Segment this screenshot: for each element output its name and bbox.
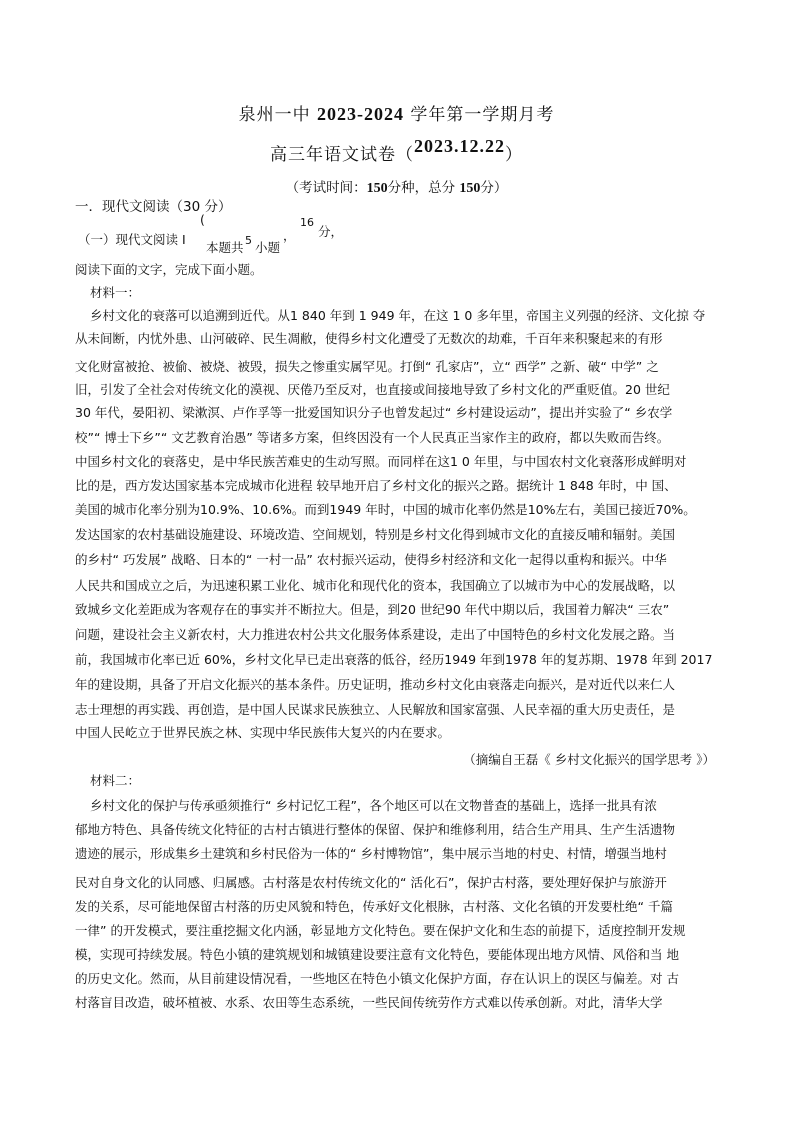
material2-line: 民对自身文化的认同感、归属感。古村落是农村传统文化的“ 活化石”，保护古村落，要处理好保护与旅游开	[75, 875, 667, 890]
section-heading: 一．现代文阅读（30 分）	[75, 199, 232, 215]
material1-line: 的乡村“ 巧发展” 战略、日本的“ 一村一品” 农村振兴运动，使得乡村经济和文化一起得以重构和振兴。中华	[75, 552, 667, 567]
material1-line: 30 年代，晏阳初、梁漱溟、卢作孚等一批爱国知识分子也曾发起过“ 乡村建设运动”，提出并实验了“ 乡农学	[75, 405, 673, 420]
subsection-heading	[78, 212, 378, 255]
school-years: 2023-2024	[317, 104, 404, 124]
material1-line: 年的建设期，具备了开启文化振兴的基本条件。历史证明，推动乡村文化由衰落走向振兴，是对近代以来仁人	[75, 677, 676, 692]
material1-line: 旧，引发了全社会对传统文化的漠视、厌倦乃至反对，也直接或间接地导致了乡村文化的严重贬值。20 世纪	[75, 382, 670, 397]
material1-line: 校”“ 博士下乡”“ 文艺教育治愚” 等诸多方案，但终因没有一个人民真正当家作主的政府，都以失败而告终。	[75, 430, 670, 445]
material2-line: 一律” 的开发模式，要注重挖掘文化内涵，彰显地方文化特色。要在保护文化和生态的前提下，适度控制开发规	[75, 923, 686, 938]
subsection-label: （一）现代文阅读 I	[78, 232, 186, 247]
material1-line: 致城乡文化差距成为客观存在的事实并不断拉大。但是，到20 世纪90 年代中期以后，我国着力解决“ 三农”	[75, 602, 670, 617]
material1-line: 问题，建设社会主义新农村，大力推进农村公共文化服务体系建设，走出了中国特色的乡村文化发展之路。当	[75, 627, 676, 642]
material1-line: 中国乡村文化的衰落史，是中华民族苦难史的生动写照。而同样在这1 0 年里，与中国农村文化衰落形成鲜明对	[75, 454, 687, 469]
question-count-unit: 小题	[255, 240, 281, 255]
school-name: 泉州一中	[238, 105, 311, 125]
material1-label: 材料一：	[90, 285, 141, 300]
exam-subtitle	[0, 136, 793, 165]
material2-line: 郁地方特色、具备传统文化特征的古村古镇进行整体的保留、保护和维修利用，结合生产用具、生产生活遗物	[75, 822, 676, 837]
material1-line: 比的是，西方发达国家基本完成城市化进程 较早地开启了乡村文化的振兴之路。据统计 1 848 年时，中 国、	[75, 478, 677, 493]
material2-line: 模，实现可持续发展。特色小镇的建筑规划和城镇建设要注意有文化特色，要能体现出地方风情、风俗和当 地	[75, 947, 679, 962]
material2-line: 发的关系，尽可能地保留古村落的历史风貌和特色，传承好文化根脉，古村落、文化名镇的开发要杜绝“ 千篇	[75, 899, 673, 914]
score-unit: 分，	[318, 224, 344, 239]
question-count-text: 本题共	[206, 240, 244, 255]
material1-line: 乡村文化的衰落可以追溯到近代。从1 840 年到 1 949 年，在这 1 0 多年里，帝国主义列强的经济、文化掠 夺	[90, 308, 706, 323]
material1-line: 中国人民屹立于世界民族之林、实现中华民族伟大复兴的内在要求。	[75, 725, 451, 740]
material2-line: 遗迹的展示，形成集乡土建筑和乡村民俗为一体的“ 乡村博物馆”，集中展示当地的村史、村情，增强当地村	[75, 846, 667, 861]
time-suffix: 分）	[480, 180, 508, 196]
time-prefix: （考试时间：	[285, 180, 367, 196]
paren-open: (	[200, 212, 205, 227]
instruction: 阅读下面的文字，完成下面小题。	[75, 262, 263, 277]
material1-line: 人民共和国成立之后，为迅速积累工业化、城市化和现代化的资本，我国确立了以城市为中心的发展战略，以	[75, 578, 676, 593]
material1-line: 前，我国城市化率已近 60%，乡村文化早已走出衰落的低谷，经历1949 年到1978 年的复苏期、1978 年到 2017	[75, 652, 713, 667]
exam-date: 2023.12.22	[414, 136, 505, 156]
material1-line: 志士理想的再实践、再创造，是中国人民谋求民族独立、人民解放和国家富强、人民幸福的重大历史责任，是	[75, 702, 676, 717]
material1-line: 文化财富被抢、被偷、被烧、被毁，损失之惨重实属罕见。打倒“ 孔家店”，立“ 西学” 之新、破“ 中学” 之	[75, 359, 659, 374]
material1-line: 发达国家的农村基础设施建设、环境改造、空间规划，特别是乡村文化得到城市文化的直接反哺和辐射。美国	[75, 527, 676, 542]
exam-minutes: 150	[366, 181, 388, 196]
time-middle: 分种，总分	[387, 180, 456, 196]
total-score: 150	[459, 181, 481, 196]
question-count: 5	[245, 234, 252, 247]
subtitle-close: ）	[505, 145, 523, 165]
material1-line: 从未间断，内忧外患、山河破碎、民生凋敝，使得乡村文化遭受了无数次的劫难，千百年来积聚起来的有形	[75, 331, 663, 346]
material2-line: 村落盲目改造，破坏植被、水系、农田等生态系统，一些民间传统劳作方式难以传承创新。对此，清华大学	[75, 995, 663, 1010]
material1-line: 美国的城市化率分别为10.9%、10.6%。而到1949 年时，中国的城市化率仍然是10%左右，美国已接近70%。	[75, 502, 696, 517]
exam-time-info	[0, 176, 793, 197]
term-text: 学年第一学期月考	[410, 105, 555, 125]
material2-label: 材料二：	[90, 773, 141, 788]
comma: ，	[283, 228, 296, 243]
material2-line: 乡村文化的保护与传承亟须推行“ 乡村记忆工程”，各个地区可以在文物普查的基础上，选择一批具有浓	[90, 798, 657, 813]
subtitle-text: 高三年语文试卷（	[270, 145, 414, 165]
material1-source: （摘编自王磊《 乡村文化振兴的国学思考 》）	[463, 752, 715, 767]
score-value: 16	[300, 216, 314, 229]
material2-line: 的历史文化。然而，从目前建设情况看，一些地区在特色小镇文化保护方面，存在认识上的误区与偏差。对 古	[75, 971, 679, 986]
exam-title	[0, 100, 793, 125]
